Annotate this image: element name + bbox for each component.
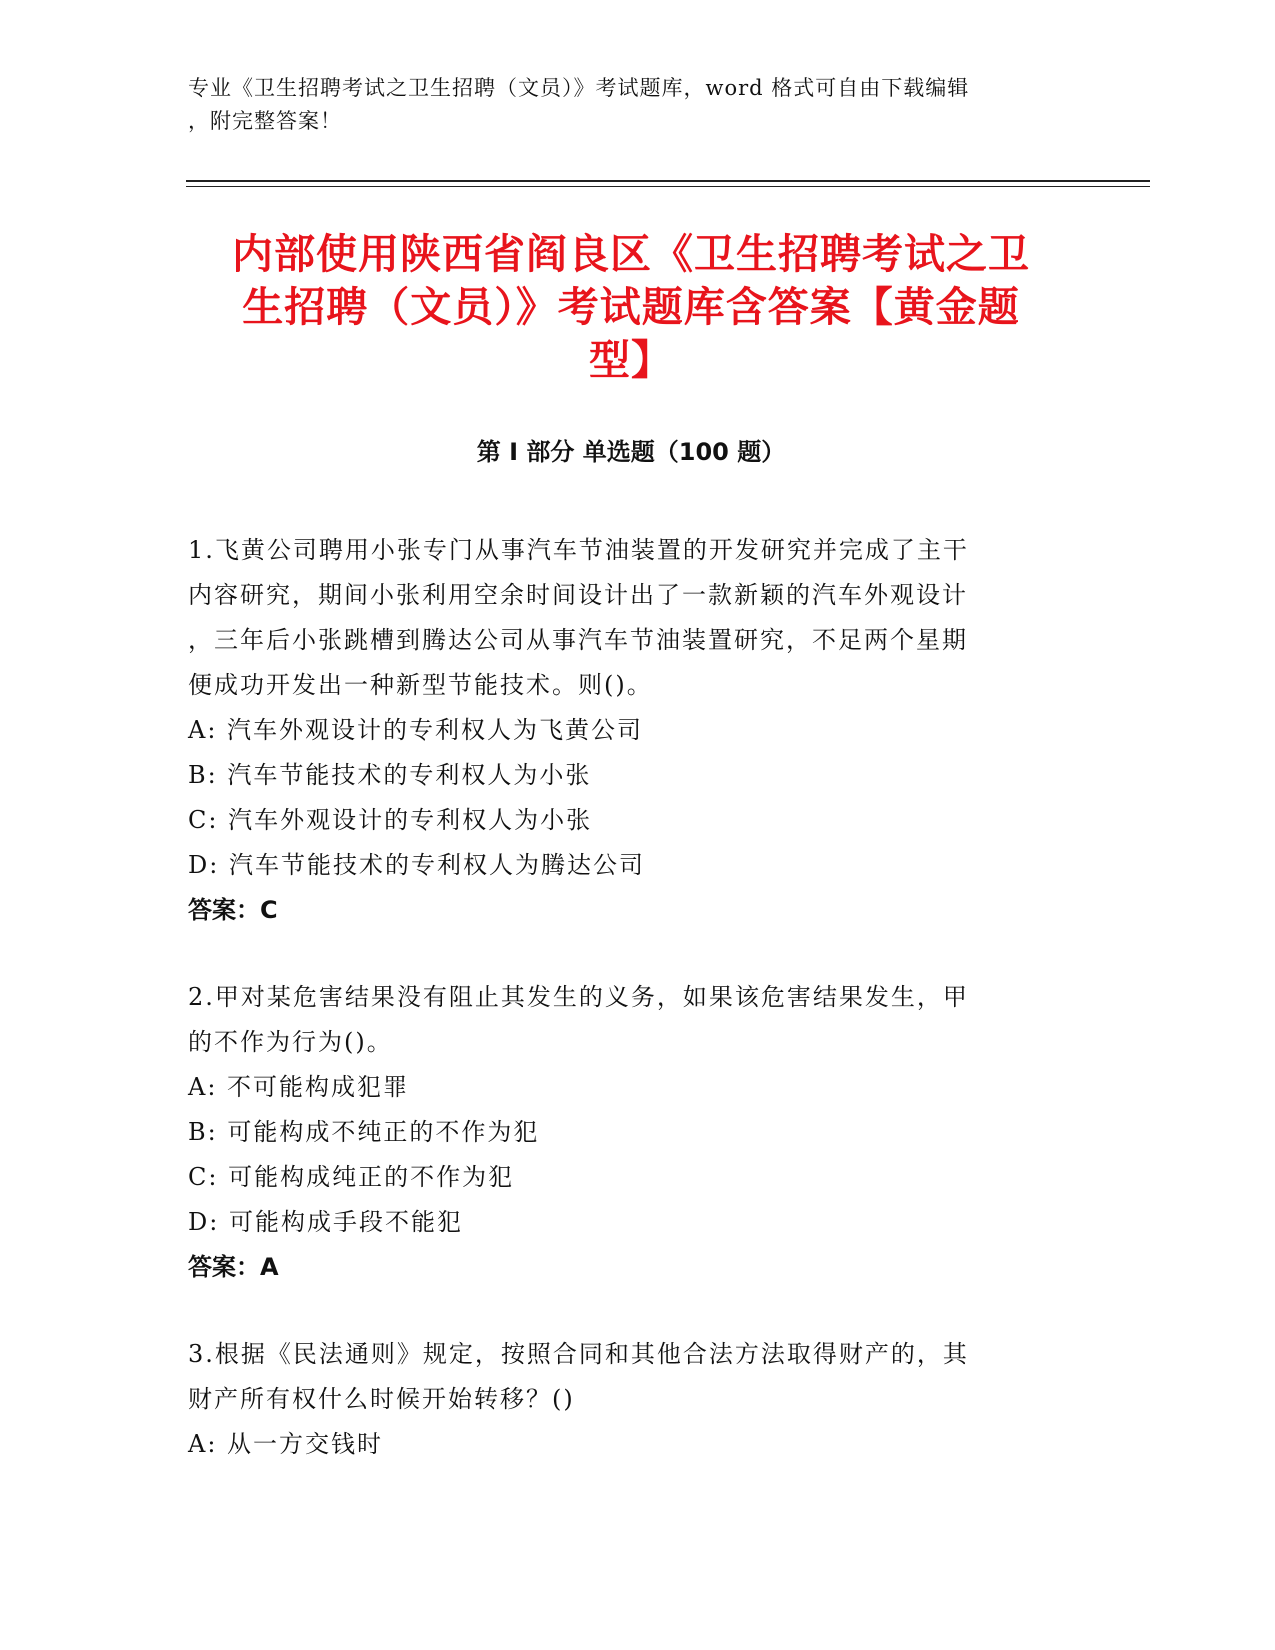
header-divider-thin [186,186,1150,187]
option-a: A: 不可能构成犯罪 [188,1073,410,1101]
option-a: A: 从一方交钱时 [188,1430,384,1458]
section-title: 第 I 部分 单选题（100 题） [476,438,786,466]
option-b: B: 汽车节能技术的专利权人为小张 [188,761,592,789]
question-3 [188,1332,1068,1467]
question-stem-line: ，三年后小张跳槽到腾达公司从事汽车节油装置研究，不足两个星期 [188,626,968,654]
document-title [186,228,1076,387]
option-c: C: 可能构成纯正的不作为犯 [188,1163,515,1191]
answer-line: 答案：C [188,896,278,924]
header-note-line-1: 专业《卫生招聘考试之卫生招聘（文员）》考试题库，word 格式可自由下载编辑 [188,76,970,100]
question-stem-line: 1.飞黄公司聘用小张专门从事汽车节油装置的开发研究并完成了主干 [188,536,969,564]
question-stem-line: 2.甲对某危害结果没有阻止其发生的义务，如果该危害结果发生，甲 [188,983,969,1011]
question-stem-line: 3.根据《民法通则》规定，按照合同和其他合法方法取得财产的，其 [188,1340,969,1368]
option-d: D: 可能构成手段不能犯 [188,1208,463,1236]
question-2 [188,975,1068,1290]
document-title-line-3: 型】 [589,336,673,384]
option-c: C: 汽车外观设计的专利权人为小张 [188,806,593,834]
answer-line: 答案：A [188,1253,279,1281]
question-1 [188,528,1068,933]
document-title-line-1: 内部使用陕西省阎良区《卫生招聘考试之卫 [232,230,1030,278]
question-stem-line: 内容研究，期间小张利用空余时间设计出了一款新颖的汽车外观设计 [188,581,968,609]
question-stem-line: 便成功开发出一种新型节能技术。则()。 [188,671,653,699]
header-note [188,72,1078,138]
option-b: B: 可能构成不纯正的不作为犯 [188,1118,540,1146]
header-note-line-2: ，附完整答案！ [188,109,342,133]
header-divider-thick [186,180,1150,182]
option-d: D: 汽车节能技术的专利权人为腾达公司 [188,851,645,879]
question-stem-line: 财产所有权什么时候开始转移？() [188,1385,575,1413]
question-stem-line: 的不作为行为()。 [188,1028,393,1056]
document-title-line-2: 生招聘（文员）》考试题库含答案【黄金题 [242,283,1020,331]
question-list [188,528,1068,1509]
option-a: A: 汽车外观设计的专利权人为飞黄公司 [188,716,644,744]
